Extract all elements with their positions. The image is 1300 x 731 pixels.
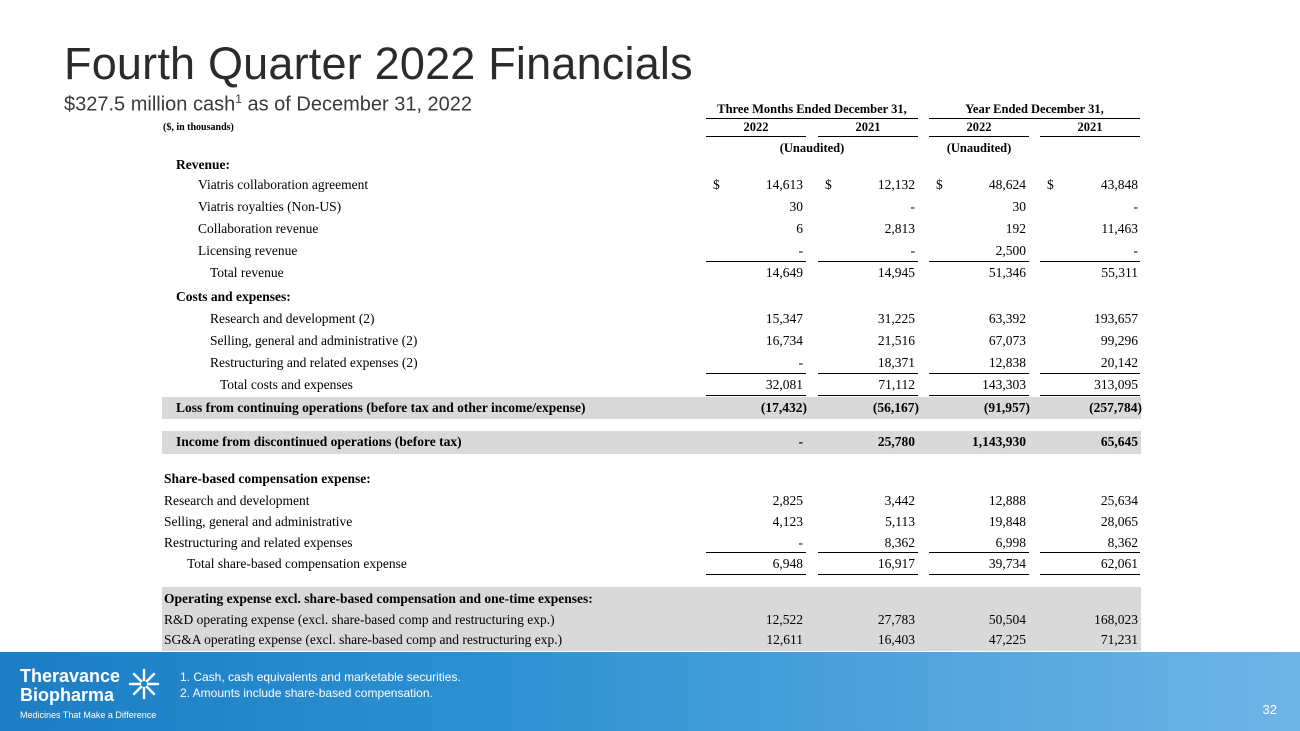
- units-label: ($, in thousands): [163, 122, 234, 133]
- cell: 31,225: [877, 311, 915, 326]
- row-label: Licensing revenue: [198, 243, 298, 258]
- cell: 12,611: [766, 632, 803, 647]
- table-row: [162, 308, 1141, 330]
- cell: (17,432): [760, 400, 807, 415]
- cell: 32,081: [765, 377, 803, 392]
- sum-rule: [818, 395, 918, 396]
- header-year-ended: Year Ended December 31,: [929, 102, 1140, 119]
- dollar-sign: $: [713, 177, 720, 192]
- page-number: 32: [1262, 702, 1277, 717]
- revenue-header: Revenue:: [176, 157, 230, 172]
- row-label: Income from discontinued operations (before tax): [176, 434, 462, 449]
- footnote-marker: 1: [235, 92, 242, 106]
- row-label: Restructuring and related expenses: [164, 535, 353, 550]
- cell: 25,634: [1100, 493, 1138, 508]
- row-label: Selling, general and administrative: [164, 514, 353, 529]
- year-2021-y: 2021: [1040, 120, 1140, 137]
- cell: 27,783: [877, 612, 915, 627]
- table-row: [162, 196, 1141, 218]
- cell: 50,504: [988, 612, 1026, 627]
- cell: 99,296: [1100, 333, 1138, 348]
- row-label: SG&A operating expense (excl. share-based comp and restructuring exp.): [164, 632, 563, 647]
- cell: 62,061: [1100, 556, 1138, 571]
- cell: -: [1133, 199, 1138, 214]
- dollar-sign: $: [936, 177, 943, 192]
- cell: 6,948: [772, 556, 803, 571]
- row-label: Selling, general and administrative (2): [210, 333, 418, 348]
- table-row: [162, 174, 1141, 196]
- cell: 16,917: [877, 556, 915, 571]
- cell: 193,657: [1094, 311, 1138, 326]
- table-row-total: [162, 262, 1141, 284]
- cell: 19,848: [988, 514, 1026, 529]
- sum-rule: [929, 395, 1029, 396]
- cell: 14,649: [765, 265, 803, 280]
- row-label: Total share-based compensation expense: [187, 556, 407, 571]
- cell: (91,957): [983, 400, 1030, 415]
- cell: 2,500: [995, 243, 1026, 258]
- table-row: [162, 330, 1141, 352]
- cell: -: [798, 535, 803, 550]
- table-row: [162, 352, 1141, 374]
- cell: 313,095: [1094, 377, 1138, 392]
- cell: 30: [1012, 199, 1026, 214]
- logo-tagline: Medicines That Make a Difference: [20, 710, 157, 720]
- cell: -: [910, 199, 915, 214]
- cell: 168,023: [1094, 612, 1138, 627]
- costs-header: Costs and expenses:: [176, 289, 291, 304]
- starburst-logo-icon: [128, 668, 160, 700]
- table-row: [162, 490, 1141, 512]
- cell: 14,613: [765, 177, 803, 192]
- sbc-header-row: [162, 468, 1141, 490]
- cell: -: [798, 355, 803, 370]
- cell: 67,073: [988, 333, 1026, 348]
- cell: 21,516: [877, 333, 915, 348]
- cell: 20,142: [1100, 355, 1138, 370]
- opex-header: Operating expense excl. share-based compensation and one-time expenses:: [164, 591, 593, 606]
- sum-rule: [1040, 395, 1140, 396]
- logo-line1: Theravance: [20, 666, 121, 686]
- sum-rule: [818, 574, 918, 575]
- cell: 4,123: [772, 514, 803, 529]
- row-label: Total revenue: [210, 265, 284, 280]
- sum-rule: [929, 574, 1029, 575]
- row-label: Loss from continuing operations (before tax and other income/expense): [176, 400, 586, 415]
- cell: 5,113: [885, 514, 915, 529]
- cell: -: [1133, 243, 1138, 258]
- row-label: Viatris collaboration agreement: [198, 177, 369, 192]
- cell: 25,780: [877, 434, 915, 449]
- table-row: [162, 511, 1141, 533]
- cell: 8,362: [884, 535, 915, 550]
- row-label: Research and development: [164, 493, 310, 508]
- cell: 6,998: [995, 535, 1026, 550]
- revenue-header-row: [162, 154, 1141, 176]
- row-label: Total costs and expenses: [220, 377, 353, 392]
- dollar-sign: $: [825, 177, 832, 192]
- cell: 43,848: [1100, 177, 1138, 192]
- slide-title: Fourth Quarter 2022 Financials: [64, 38, 693, 89]
- cell: 51,346: [988, 265, 1026, 280]
- row-label: R&D operating expense (excl. share-based comp and restructuring exp.): [164, 612, 555, 627]
- cell: 12,888: [988, 493, 1026, 508]
- cell: 71,112: [878, 377, 915, 392]
- table-row: [162, 240, 1141, 262]
- cell: -: [910, 243, 915, 258]
- cell: 55,311: [1101, 265, 1138, 280]
- cell: 192: [1005, 221, 1026, 236]
- year-2022-q: 2022: [706, 120, 806, 137]
- loss-continuing-row: [162, 397, 1141, 419]
- sum-rule: [1040, 574, 1140, 575]
- table-row-total: [162, 553, 1141, 575]
- income-discontinued-row: [162, 431, 1141, 454]
- cell: 12,132: [877, 177, 915, 192]
- sum-rule: [706, 574, 806, 575]
- row-label: Restructuring and related expenses (2): [210, 355, 418, 370]
- year-2022-y: 2022: [929, 120, 1029, 137]
- row-label: Collaboration revenue: [198, 221, 319, 236]
- cell: 63,392: [988, 311, 1026, 326]
- unaudited-q: (Unaudited): [779, 141, 845, 155]
- cell: 30: [789, 199, 803, 214]
- cell: (257,784): [1089, 400, 1142, 415]
- year-2021-q: 2021: [818, 120, 918, 137]
- cell: 2,825: [772, 493, 803, 508]
- logo-line2: Biopharma: [20, 685, 115, 705]
- row-label: Viatris royalties (Non-US): [198, 199, 342, 214]
- cell: 8,362: [1107, 535, 1138, 550]
- sbc-header: Share-based compensation expense:: [164, 471, 371, 486]
- cell: 6: [796, 221, 803, 236]
- subtitle-text: $327.5 million cash: [64, 93, 236, 116]
- cell: 48,624: [988, 177, 1026, 192]
- cell: 1,143,930: [972, 434, 1026, 449]
- sum-rule: [706, 395, 806, 396]
- footnote-2: 2. Amounts include share-based compensation.: [180, 686, 433, 700]
- cell: -: [798, 243, 803, 258]
- cell: 65,645: [1100, 434, 1138, 449]
- cell: 28,065: [1100, 514, 1138, 529]
- cell: (56,167): [872, 400, 919, 415]
- cell: 18,371: [877, 355, 915, 370]
- cell: -: [798, 434, 803, 449]
- costs-header-row: [162, 286, 1141, 308]
- slide-subtitle: [64, 92, 472, 117]
- cell: 11,463: [1101, 221, 1138, 236]
- cell: 16,403: [877, 632, 915, 647]
- subtitle-date: as of December 31, 2022: [241, 93, 473, 116]
- cell: 12,838: [988, 355, 1026, 370]
- cell: 47,225: [988, 632, 1026, 647]
- cell: 16,734: [765, 333, 803, 348]
- cell: 12,522: [765, 612, 803, 627]
- dollar-sign: $: [1047, 177, 1054, 192]
- table-row: [162, 532, 1141, 554]
- opex-block: [162, 587, 1141, 651]
- row-label: Research and development (2): [210, 311, 375, 326]
- footnote-1: 1. Cash, cash equivalents and marketable securities.: [180, 670, 461, 684]
- cell: 71,231: [1100, 632, 1138, 647]
- cell: 143,303: [982, 377, 1026, 392]
- table-row-total: [162, 374, 1141, 396]
- cell: 2,813: [884, 221, 915, 236]
- cell: 39,734: [988, 556, 1026, 571]
- header-three-months: Three Months Ended December 31,: [706, 102, 918, 119]
- table-row: [162, 218, 1141, 240]
- cell: 15,347: [765, 311, 803, 326]
- unaudited-y: (Unaudited): [946, 141, 1012, 155]
- cell: 3,442: [884, 493, 915, 508]
- cell: 14,945: [877, 265, 915, 280]
